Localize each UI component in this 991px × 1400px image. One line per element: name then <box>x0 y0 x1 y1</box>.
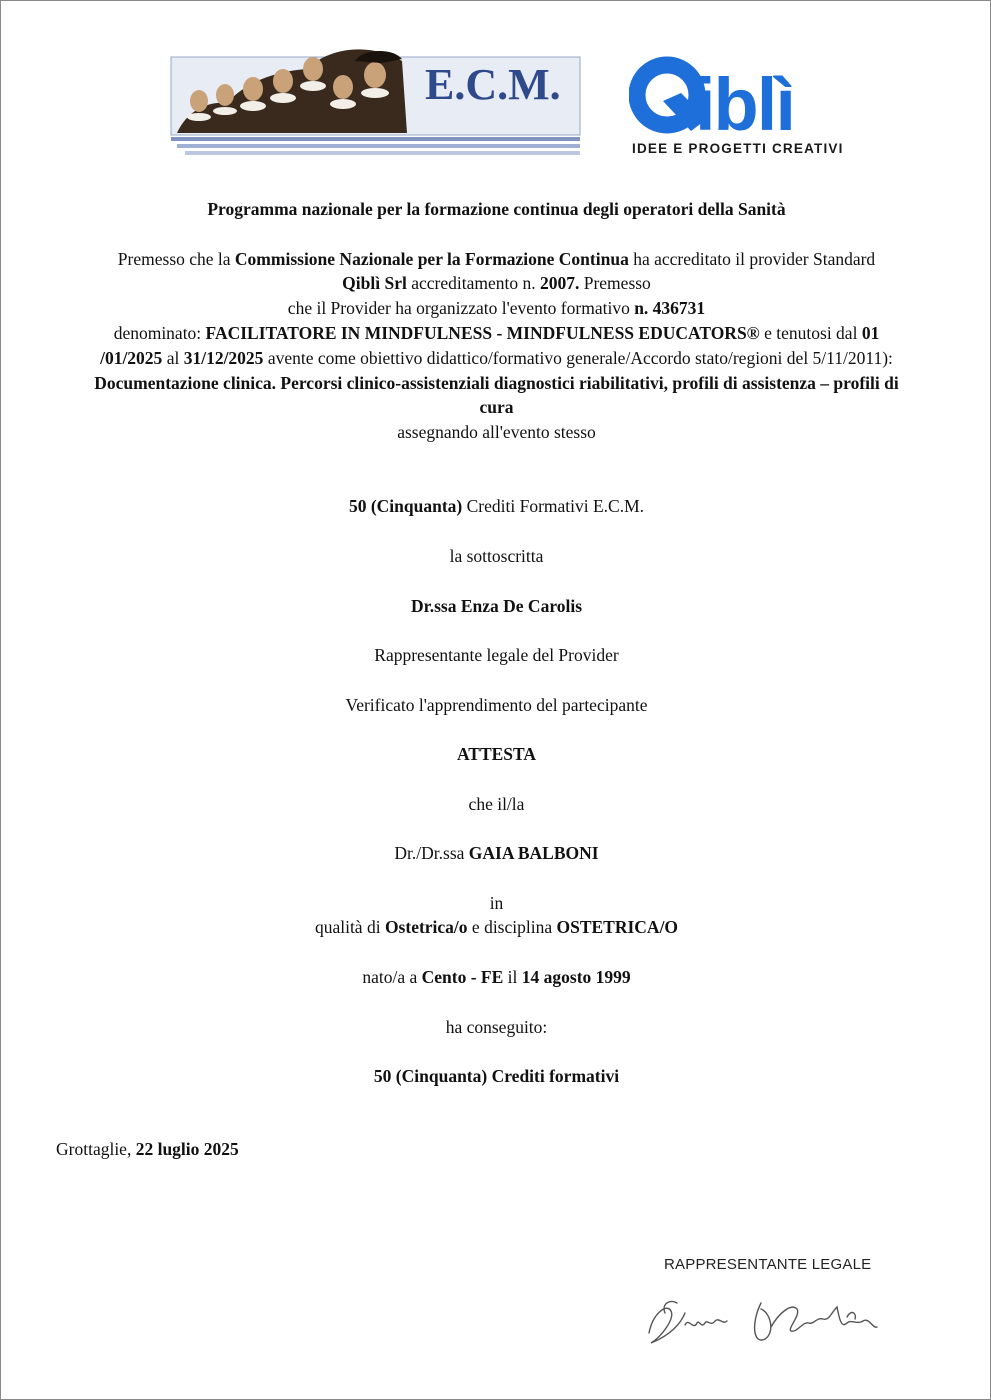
signatory-name: Dr.ssa Enza De Carolis <box>410 596 583 616</box>
attesta-heading: ATTESTA <box>456 744 537 764</box>
signature-label: RAPPRESENTANTE LEGALE <box>664 1256 872 1273</box>
assign-text: assegnando all'evento stesso <box>397 422 596 442</box>
premise-line-3: che il Provider ha organizzato l'evento formativo n. 436731 <box>287 298 706 318</box>
participant-birth: nato/a a Cento - FE il 14 agosto 1999 <box>362 967 631 987</box>
place-date: Grottaglie, 22 luglio 2025 <box>56 1139 239 1159</box>
participant-quality: qualità di Ostetrica/o e disciplina OSTETRICA/O <box>314 917 679 937</box>
final-credits: 50 (Cinquanta) Crediti formativi <box>373 1066 620 1086</box>
handwritten-signature <box>641 1273 891 1353</box>
verified-text: Verificato l'apprendimento del partecipante <box>345 695 648 715</box>
signatory-intro: la sottoscritta <box>449 546 544 566</box>
qibli-logo <box>629 53 849 159</box>
participant-in: in <box>489 893 504 913</box>
signature-block <box>641 1256 891 1358</box>
premise-line-5: /01/2025 al 31/12/2025 avente come obiettivo didattico/formativo generale/Accordo stato/regioni del 5/11/2011): <box>100 348 893 368</box>
premise-line-2: Qiblì Srl accreditamento n. 2007. Premesso <box>342 273 651 293</box>
participant-name: Dr./Dr.ssa GAIA BALBONI <box>394 843 599 863</box>
premise-line-4: denominato: FACILITATORE IN MINDFULNESS - MINDFULNESS EDUCATORS® e tenutosi dal 01 <box>113 323 880 343</box>
ecm-logo <box>167 41 582 163</box>
objective-line-2: cura <box>479 397 514 417</box>
program-heading: Programma nazionale per la formazione continua degli operatori della Sanità <box>207 199 786 219</box>
signatory-role: Rappresentante legale del Provider <box>374 645 619 665</box>
achieved-text: ha conseguito: <box>445 1017 548 1037</box>
participant-intro: che il/la <box>468 794 525 814</box>
premise-line-1: Premesso che la Commissione Nazionale per la Formazione Continua ha accreditato il provider Standard <box>117 249 876 269</box>
qibli-tagline: IDEE E PROGETTI CREATIVI <box>632 141 844 156</box>
credits-line: 50 (Cinquanta) Crediti Formativi E.C.M. <box>348 496 645 516</box>
ecm-logo-text: E.C.M. <box>425 60 561 109</box>
qibli-logo-text: iblì <box>695 63 794 146</box>
objective-line-1: Documentazione clinica. Percorsi clinico-assistenziali diagnostici riabilitativi, profili di assistenza – profili di <box>94 373 899 393</box>
